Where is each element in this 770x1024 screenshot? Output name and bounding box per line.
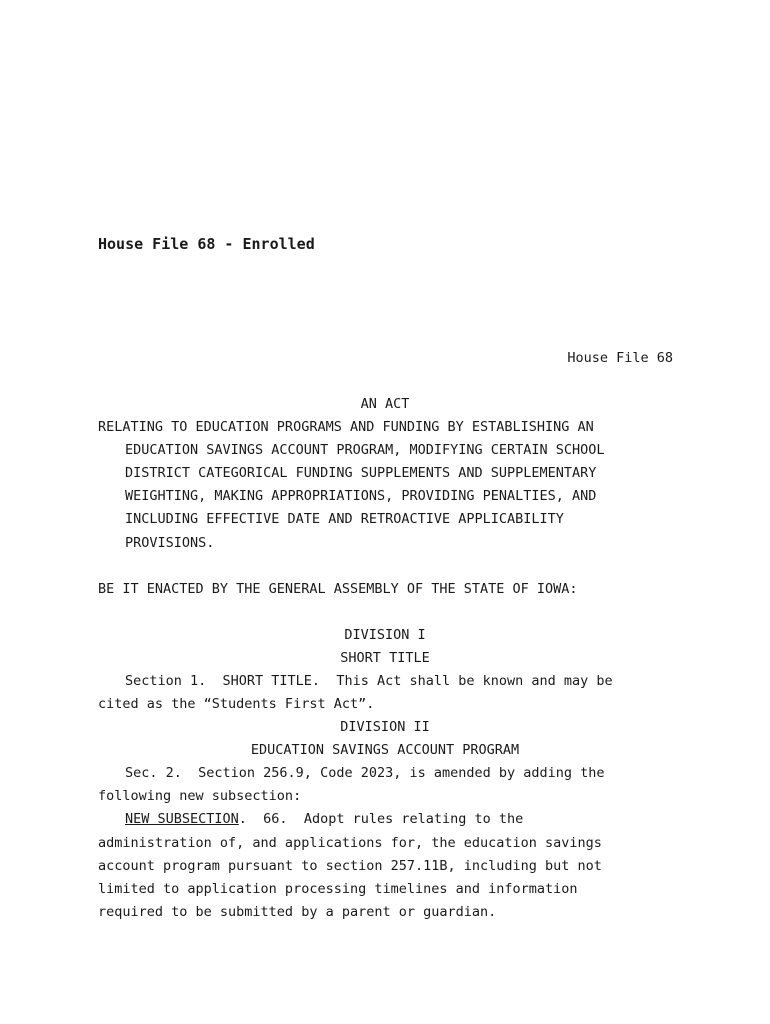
division-2-label: DIVISION II <box>340 719 430 735</box>
caption-line-6: PROVISIONS. <box>125 535 215 551</box>
section-2-line-1: Sec. 2. Section 256.9, Code 2023, is amended by adding the <box>125 765 605 781</box>
new-subsection-line <box>125 811 523 827</box>
caption-line-2: EDUCATION SAVINGS ACCOUNT PROGRAM, MODIFYING CERTAIN SCHOOL <box>125 442 605 458</box>
caption-line-4: WEIGHTING, MAKING APPROPRIATIONS, PROVIDING PENALTIES, AND <box>125 488 597 504</box>
subsection-body-line-4: required to be submitted by a parent or guardian. <box>98 904 497 920</box>
document-title: House File 68 - Enrolled <box>98 235 315 253</box>
subsection-body-line-1: administration of, and applications for, the education savings <box>98 835 602 851</box>
new-subsection-label: NEW SUBSECTION <box>125 811 239 827</box>
bill-number: House File 68 <box>567 350 673 366</box>
division-2-title: EDUCATION SAVINGS ACCOUNT PROGRAM <box>250 742 520 758</box>
caption-line-3: DISTRICT CATEGORICAL FUNDING SUPPLEMENTS AND SUPPLEMENTARY <box>125 465 597 481</box>
subsection-body-line-2: account program pursuant to section 257.11B, including but not <box>98 858 602 874</box>
enacting-clause: BE IT ENACTED BY THE GENERAL ASSEMBLY OF THE STATE OF IOWA: <box>98 581 578 597</box>
caption-line-5: INCLUDING EFFECTIVE DATE AND RETROACTIVE APPLICABILITY <box>125 511 564 527</box>
division-1-title: SHORT TITLE <box>340 650 430 666</box>
section-1-line-2: cited as the “Students First Act”. <box>98 696 375 712</box>
subsection-body-line-3: limited to application processing timelines and information <box>98 881 578 897</box>
section-2-line-2: following new subsection: <box>98 788 302 804</box>
caption-line-1: RELATING TO EDUCATION PROGRAMS AND FUNDING BY ESTABLISHING AN <box>98 419 594 435</box>
section-1-line-1: Section 1. SHORT TITLE. This Act shall be known and may be <box>125 673 613 689</box>
new-subsection-text: . 66. Adopt rules relating to the <box>238 811 524 827</box>
division-1-label: DIVISION I <box>344 627 426 643</box>
act-label: AN ACT <box>360 396 410 412</box>
